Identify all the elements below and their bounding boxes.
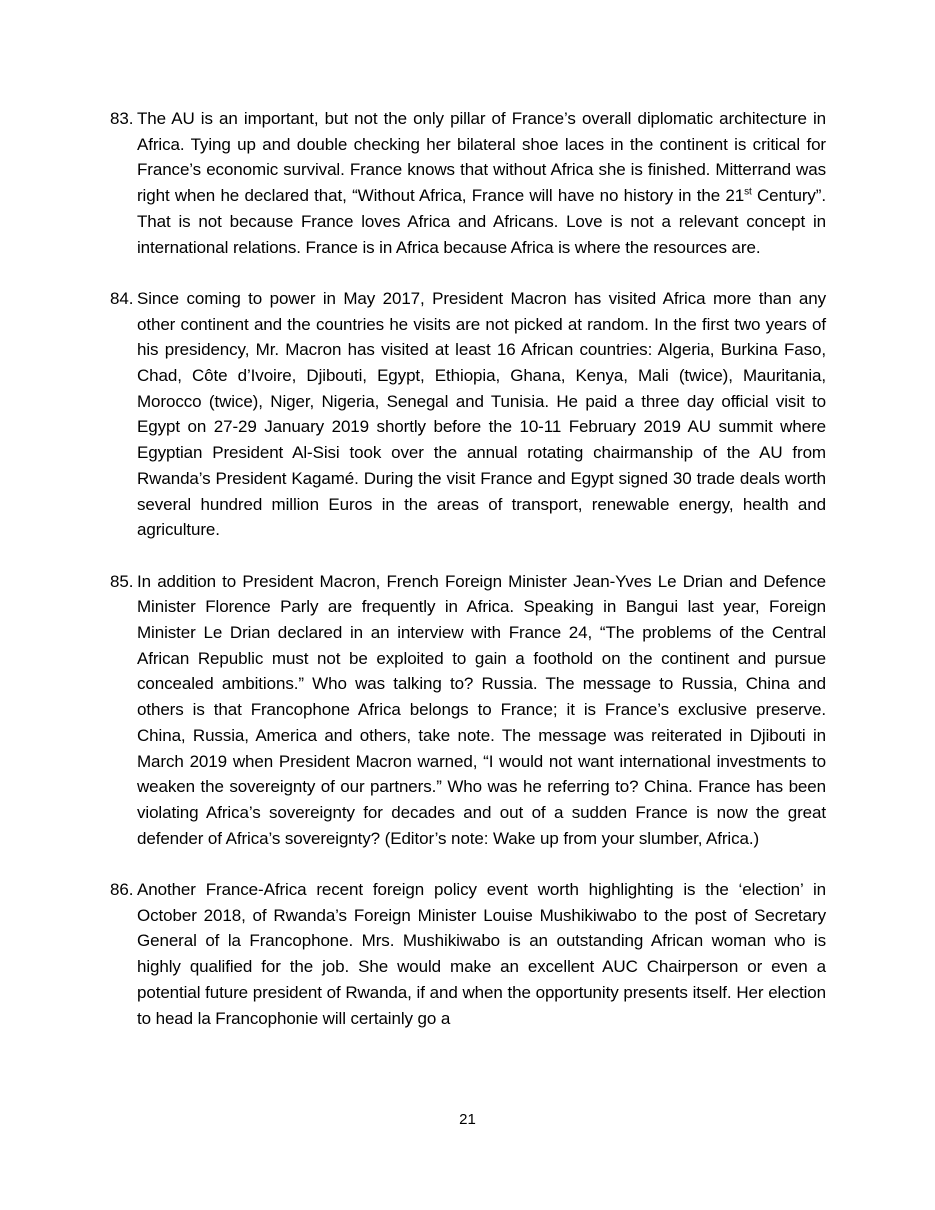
paragraph-text: The AU is an important, but not the only pillar of France’s overall diplomatic architecture in Africa. Tying up and double checking her bilateral shoe laces in the continent is critical for France’s economic survival. France knows that without Africa she is finished. Mitterrand was right when he declared that, “Without Africa, France will have no history in the 21 [137,109,826,206]
numbered-paragraph [110,877,826,1031]
paragraph-number: 84. [110,288,134,308]
paragraph-text: Since coming to power in May 2017, President Macron has visited Africa more than any other continent and the countries he visits are not picked at random. In the first two years of his presidency, Mr. Macron has visited at least 16 African countries: Algeria, Burkina Faso, Chad, Côte d’Ivoire, Djibouti, Egypt, Ethiopia, Ghana, Kenya, Mali (twice), Mauritania, Morocco (twice), Niger, Nigeria, Senegal and Tunisia. He paid a three day official visit to Egypt on 27-29 January 2019 shortly before the 10-11 February 2019 AU summit where Egyptian President Al-Sisi took over the annual rotating chairmanship of the AU from Rwanda’s President Kagamé. During the visit France and Egypt signed 30 trade deals worth several hundred million Euros in the areas of transport, renewable energy, health and agriculture. [137,288,826,540]
superscript-text: st [744,186,752,198]
paragraph-text: Century”. That is not because France loves Africa and Africans. Love is not a relevant concept in international relations. France is in Africa because Africa is where the resources are. [137,186,826,257]
paragraph-text: In addition to President Macron, French Foreign Minister Jean-Yves Le Drian and Defence Minister Florence Parly are frequently in Africa. Speaking in Bangui last year, Foreign Minister Le Drian declared in an interview with France 24, “The problems of the Central African Republic must not be exploited to gain a foothold on the continent and pursue concealed ambitions.” Who was talking to? Russia. The message to Russia, China and others is that Francophone Africa belongs to France; it is France’s exclusive preserve. China, Russia, America and others, take note. The message was reiterated in Djibouti in March 2019 when President Macron warned, “I would not want international investments to weaken the sovereignty of our partners.” Who was he referring to? China. France has been violating Africa’s sovereignty for decades and out of a sudden France is now the great defender of Africa’s sovereignty? (Editor’s note: Wake up from your slumber, Africa.) [137,571,826,848]
page-body [110,106,826,1031]
paragraph-number: 85. [110,571,134,591]
paragraph-text: Another France-Africa recent foreign policy event worth highlighting is the ‘election’ in October 2018, of Rwanda’s Foreign Minister Louise Mushikiwabo to the post of Secretary General of la Francophone. Mrs. Mushikiwabo is an outstanding African woman who is highly qualified for the job. She would make an excellent AUC Chairperson or even a potential future president of Rwanda, if and when the opportunity presents itself. Her election to head la Francophonie will certainly go a [137,880,826,1028]
numbered-paragraph [110,286,826,543]
paragraph-number: 86. [110,880,134,900]
page-number: 21 [459,1111,476,1128]
paragraph-number: 83. [110,109,134,128]
numbered-paragraph [110,569,826,852]
numbered-paragraph [110,106,826,260]
